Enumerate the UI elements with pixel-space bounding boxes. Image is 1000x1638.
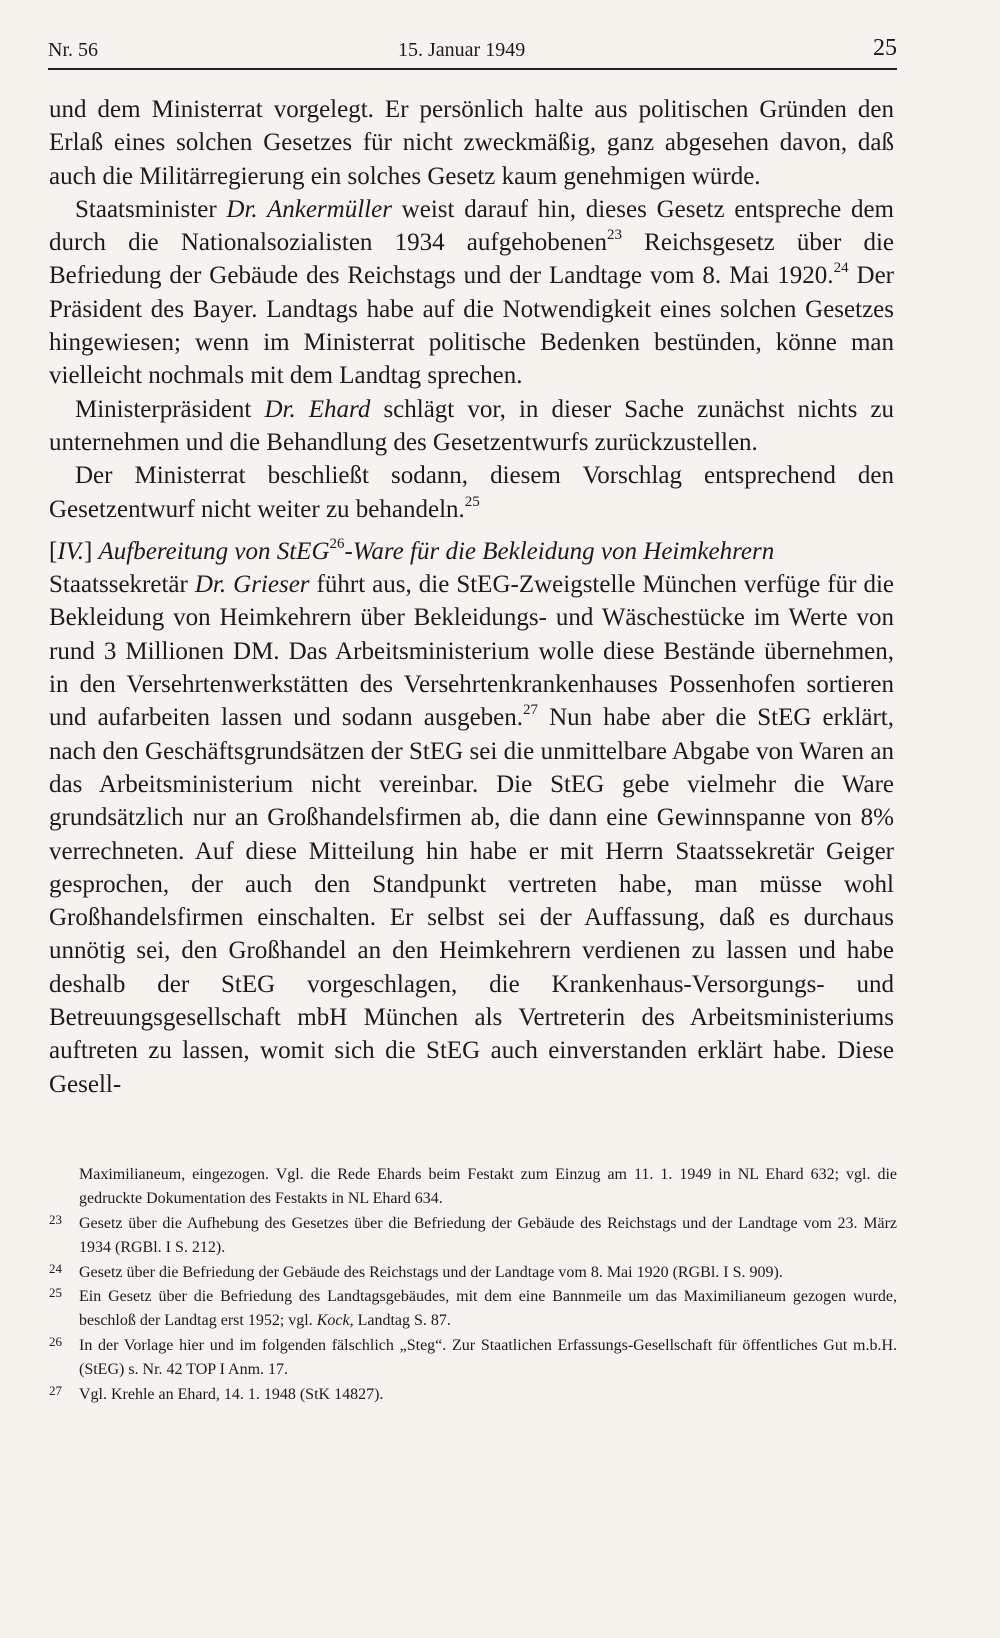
heading-text: Aufbereitung von StEG: [98, 537, 330, 565]
bracket: ]: [83, 537, 99, 565]
text-segment: schlägt vor, in dieser Sache zunächst nichts zu unternehmen und die Behandlung des Gesetzentwurfs zurückzustellen.: [49, 395, 894, 456]
footnote-number: 23: [49, 1211, 62, 1227]
header-date: 15. Januar 1949: [398, 39, 526, 61]
text-segment: Staatsminister: [75, 195, 227, 223]
author-name: Kock: [316, 1312, 350, 1330]
page-number: 25: [873, 35, 897, 61]
paragraph-2: [49, 193, 894, 393]
paragraph-3: [49, 393, 894, 460]
speaker-name: Dr. Ehard: [264, 395, 371, 423]
footnote-number: 24: [49, 1260, 62, 1276]
footnote-26: [49, 1334, 897, 1383]
footnote-text: Vgl. Krehle an Ehard, 14. 1. 1948 (StK 14827).: [79, 1385, 384, 1403]
footnote-ref-23[interactable]: 23: [607, 227, 622, 244]
footnote-text: Gesetz über die Aufhebung des Gesetzes über die Befriedung der Gebäude des Reichstags und der Landtage vom 23. März 1934 (RGBl. I S. 212).: [79, 1214, 897, 1257]
bracket: [: [49, 537, 58, 565]
footnotes: [49, 1163, 897, 1407]
footnote-23: [49, 1212, 897, 1261]
footnote-text: Gesetz über die Befriedung der Gebäude des Reichstags und der Landtage vom 8. Mai 1920 (RGBl. I S. 909).: [79, 1263, 783, 1281]
footnote-continuation: [49, 1163, 897, 1212]
paragraph-1: und dem Ministerrat vorgelegt. Er persönlich halte aus politischen Gründen den Erlaß eines solchen Gesetzes für nicht zweckmäßig, ganz abgesehen davon, daß auch die Militärregierung ein solches Gesetz kaum genehmigen würde.: [49, 96, 894, 190]
footnote-number: 26: [49, 1333, 62, 1349]
text-segment: Staatssekretär: [49, 571, 195, 599]
speaker-name: Dr. Grieser: [194, 571, 310, 599]
footnote-text: , Landtag S. 87.: [349, 1312, 451, 1330]
text-segment: weist darauf hin, dieses Gesetz entspreche dem durch die Nationalsozialisten 1934 aufgehobenen: [49, 195, 895, 257]
heading-text: -Ware für die Bekleidung von Heimkehrern: [344, 537, 775, 565]
paragraph-4: [49, 459, 894, 526]
text-segment: Der Ministerrat beschließt sodann, diesem Vorschlag entsprechend den Gesetzentwurf nicht weiter zu behandeln.: [49, 462, 894, 523]
text-segment: Nun habe aber die StEG erklärt, nach den Geschäftsgrundsätzen der StEG sei die unmittelbare Abgabe von Waren an das Arbeitsministerium nicht vereinbar. Die StEG gebe vielmehr die Ware grundsätzlich nur an Großhandelsfirmen ab, die dann eine Gewinnspanne von 8% verrechneten. Auf diese Mitteilung hin habe er mit Herrn Staatssekretär Geiger gesprochen, der auch den Standpunkt vertreten habe, man müsse wohl Großhandelsfirmen einschalten. Er selbst sei der Auffassung, daß es durchaus unnötig sei, den Großhandel an den Heimkehrern verdienen zu lassen und habe deshalb der StEG vorgeschlagen, die Krankenhaus-Versorgungs- und Betreuungsgesellschaft mbH München als Vertreterin des Arbeitsministeriums auftreten zu lassen, womit sich die StEG auch einverstanden erklärt habe. Diese Gesell-: [49, 704, 894, 1098]
document-number: Nr. 56: [48, 39, 98, 61]
text-segment: führt aus, die StEG-Zweigstelle München verfüge für die Bekleidung von Heimkehrern über Bekleidungs- und Wäschestücke im Werte von rund 3 Millionen DM. Das Arbeitsministerium wolle diese Bestände übernehmen, in den Versehrtenwerkstätten des Versehrtenkrankenhauses Possenhofen sortieren und aufarbeiten lassen und sodann ausgeben.: [49, 571, 894, 732]
speaker-name: Dr. Ankermüller: [226, 195, 392, 223]
footnote-text: Ein Gesetz über die Befriedung des Landtagsgebäudes, mit dem eine Bannmeile um das Maximilianeum gezogen wurde, beschloß der Landtag erst 1952; vgl.: [79, 1288, 897, 1330]
footnote-number: 27: [49, 1382, 62, 1398]
footnote-ref-27[interactable]: 27: [523, 702, 539, 719]
agenda-number: IV.: [57, 537, 84, 565]
footnote-text: In der Vorlage hier und im folgenden fälschlich „Steg“. Zur Staatlichen Erfassungs-Gesellschaft für öffentliches Gut m.b.H. (StEG) s. Nr. 42 TOP I Anm. 17.: [79, 1336, 897, 1379]
main-text: [49, 93, 894, 1101]
footnote-ref-24[interactable]: 24: [833, 260, 849, 277]
text-segment: Der Präsident des Bayer. Landtags habe auf die Notwendigkeit eines solchen Gesetzes hingewiesen; wenn im Ministerrat politische Bedenken bestünden, könne man vielleicht nochmals mit dem Landtag sprechen.: [49, 262, 894, 390]
footnote-27: [49, 1383, 897, 1407]
footnote-ref-26[interactable]: 26: [329, 535, 345, 552]
footnote-25: [49, 1285, 897, 1334]
agenda-heading: [49, 535, 894, 568]
footnote-number: 25: [49, 1285, 62, 1301]
footnote-24: [49, 1261, 897, 1285]
text-segment: Ministerpräsident: [75, 395, 265, 423]
running-header: [48, 30, 897, 70]
footnote-ref-25[interactable]: 25: [464, 493, 480, 510]
footnote-text: Maximilianeum, eingezogen. Vgl. die Rede Ehards beim Festakt zum Einzug am 11. 1. 1949 in NL Ehard 632; vgl. die gedruckte Dokumentation des Festakts in NL Ehard 634.: [79, 1166, 897, 1208]
paragraph-5: [49, 568, 894, 1101]
text-segment: Reichsgesetz über die Befriedung der Gebäude des Reichstags und der Landtage vom 8. Mai 1920.: [49, 229, 894, 290]
